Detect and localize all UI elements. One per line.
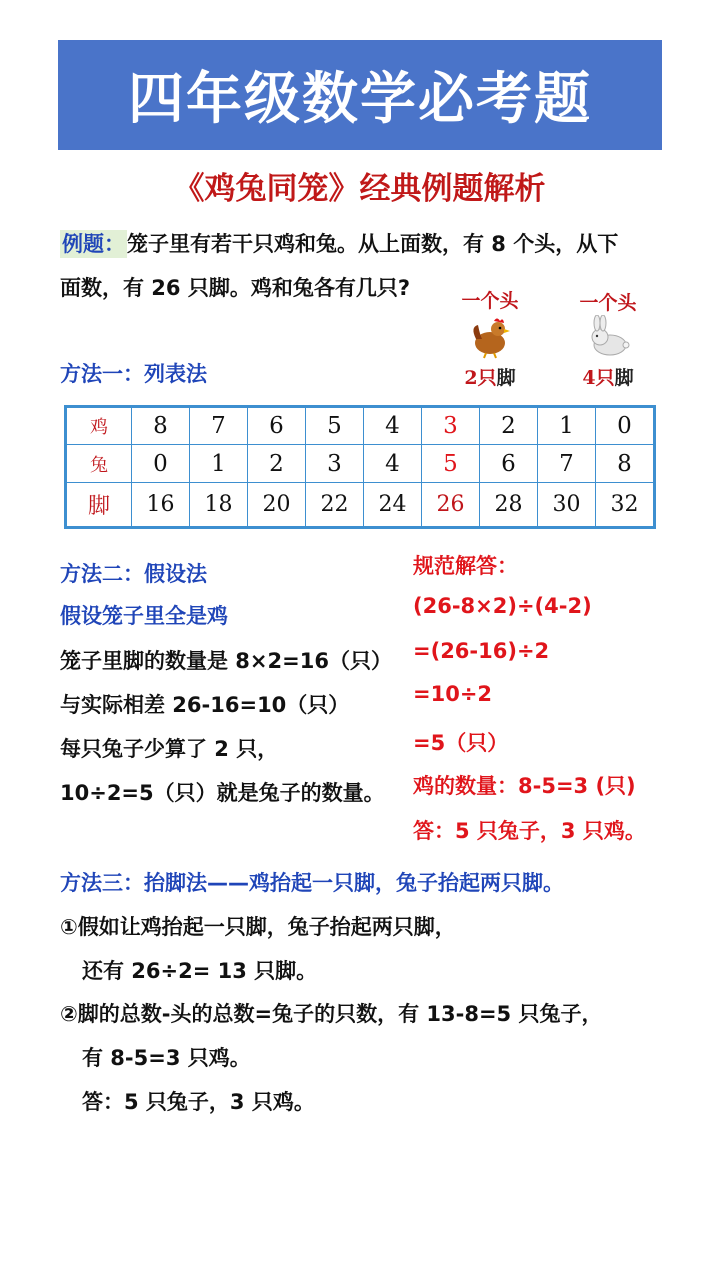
- table-cell: 8: [596, 445, 654, 482]
- table-cell: 30: [538, 482, 596, 526]
- example-line-1: [60, 228, 618, 258]
- table-cell: 4: [364, 408, 422, 445]
- table-cell: 20: [248, 482, 306, 526]
- table-cell: 26: [422, 482, 480, 526]
- table-cell: 16: [132, 482, 190, 526]
- table-cell: 5: [306, 408, 364, 445]
- method2-line-4: 10÷2=5（只）就是兔子的数量。: [60, 781, 385, 805]
- chicken-icon: [468, 313, 512, 359]
- enumeration-table: [64, 405, 656, 529]
- table-cell: 0: [596, 408, 654, 445]
- rabbit-feet-label: 4只脚: [582, 367, 634, 389]
- table-cell: 5: [422, 445, 480, 482]
- chicken-card: [435, 286, 545, 390]
- method2-subtitle: 假设笼子里全是鸡: [60, 604, 228, 628]
- table-cell: 7: [190, 408, 248, 445]
- method3-line-4: 有 8-5=3 只鸡。: [82, 1046, 251, 1070]
- table-cell: 32: [596, 482, 654, 526]
- answer-title: 规范解答：: [413, 554, 518, 578]
- table-cell: 24: [364, 482, 422, 526]
- title-banner: [58, 40, 662, 150]
- answer-line-5: 鸡的数量：8-5=3 (只): [413, 774, 636, 798]
- row-label: 鸡: [67, 408, 132, 445]
- method2-line-1: 笼子里脚的数量是 8×2=16（只）: [60, 649, 392, 673]
- rabbit-icon: [584, 315, 632, 359]
- method3-line-3: ②脚的总数-头的总数=兔子的只数，有 13-8=5 只兔子，: [60, 1002, 603, 1026]
- example-text-1: 笼子里有若干只鸡和兔。从上面数，有 8 个头，从下: [127, 232, 619, 256]
- table-row: [67, 408, 654, 445]
- subtitle: 《鸡兔同笼》经典例题解析: [173, 171, 546, 207]
- table-cell: 3: [422, 408, 480, 445]
- rabbit-card: [553, 288, 663, 390]
- table-cell: 22: [306, 482, 364, 526]
- table-cell: 1: [190, 445, 248, 482]
- table-cell: 8: [132, 408, 190, 445]
- rabbit-head-label: 一个头: [579, 292, 637, 314]
- table-cell: 6: [248, 408, 306, 445]
- chicken-feet-label: 2只脚: [464, 367, 516, 389]
- table-row: [67, 445, 654, 482]
- method3-line-1: ①假如让鸡抬起一只脚，兔子抬起两只脚，: [60, 915, 456, 939]
- table-cell: 28: [480, 482, 538, 526]
- method3-line-2: 还有 26÷2= 13 只脚。: [82, 959, 318, 983]
- example-label: 例题：: [62, 232, 125, 256]
- example-line-2: 面数，有 26 只脚。鸡和兔各有几只?: [60, 276, 411, 300]
- table-cell: 0: [132, 445, 190, 482]
- table-cell: 2: [480, 408, 538, 445]
- table-cell: 4: [364, 445, 422, 482]
- table-cell: 1: [538, 408, 596, 445]
- row-label: 兔: [67, 445, 132, 482]
- answer-line-3: =10÷2: [413, 682, 493, 706]
- chicken-head-label: 一个头: [461, 290, 519, 312]
- row-label: 脚: [67, 482, 132, 526]
- method3-line-5: 答：5 只兔子，3 只鸡。: [82, 1090, 315, 1114]
- table-cell: 18: [190, 482, 248, 526]
- method2-line-3: 每只兔子少算了 2 只，: [60, 737, 279, 761]
- table-cell: 3: [306, 445, 364, 482]
- page-title: 四年级数学必考题: [128, 67, 592, 132]
- answer-line-1: (26-8×2)÷(4-2): [413, 594, 592, 618]
- answer-line-6: 答：5 只兔子，3 只鸡。: [413, 819, 646, 843]
- table-cell: 7: [538, 445, 596, 482]
- answer-line-2: =(26-16)÷2: [413, 639, 550, 663]
- method3-title: 方法三：抬脚法——鸡抬起一只脚，兔子抬起两只脚。: [60, 871, 564, 895]
- table-cell: 6: [480, 445, 538, 482]
- method2-title: 方法二：假设法: [60, 562, 207, 586]
- answer-line-4: =5（只）: [413, 731, 509, 755]
- method1-title: 方法一：列表法: [60, 362, 207, 386]
- table-cell: 2: [248, 445, 306, 482]
- table-row: [67, 482, 654, 526]
- method2-line-2: 与实际相差 26-16=10（只）: [60, 693, 350, 717]
